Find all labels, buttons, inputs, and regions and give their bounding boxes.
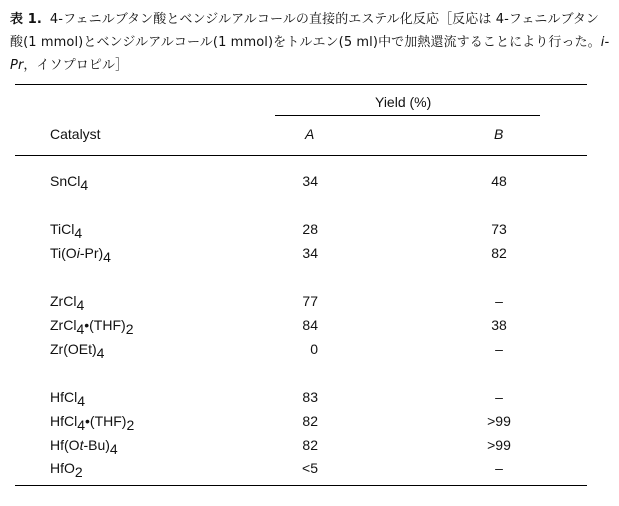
yield-b-cell: – <box>495 341 503 357</box>
yield-a-cell: 77 <box>302 293 318 309</box>
yield-b-cell: – <box>495 389 503 405</box>
yield-b-cell: >99 <box>487 413 511 429</box>
yield-b-cell: – <box>495 293 503 309</box>
catalyst-cell: $Zr(OEt)_4$ <box>50 341 105 361</box>
table-row <box>0 314 619 336</box>
table-row <box>0 170 619 192</box>
caption-abbreviation-definition: ，イソプロピル］ <box>23 58 129 73</box>
yield-a-cell: 82 <box>302 437 318 453</box>
table-row <box>0 410 619 432</box>
yield-b-cell: 38 <box>491 317 507 333</box>
yield-a-cell: 34 <box>302 245 318 261</box>
catalyst-column-header: Catalyst <box>50 126 101 142</box>
table-row <box>0 434 619 456</box>
catalyst-cell: SnCl$_4$ <box>50 173 89 193</box>
yield-group-header: Yield (%) <box>375 94 432 110</box>
catalyst-cell: $ZrCl_4•(THF)_2$ <box>50 317 134 337</box>
table-row <box>0 290 619 312</box>
catalyst-cell: $Ti(Oi-Pr)_4$ <box>50 245 111 265</box>
yield-b-cell: – <box>495 460 503 476</box>
table-row <box>0 242 619 264</box>
catalyst-cell: $HfCl_4•(THF)_2$ <box>50 413 135 433</box>
table-caption <box>10 8 610 77</box>
yield-b-cell: 73 <box>491 221 507 237</box>
catalyst-cell: HfO$_2$ <box>50 460 83 480</box>
yield-a-cell: 83 <box>302 389 318 405</box>
catalyst-cell: $Hf(Ot-Bu)_4$ <box>50 437 118 457</box>
yield-a-cell: 82 <box>302 413 318 429</box>
column-a-header: A <box>305 126 315 142</box>
yield-b-cell: 82 <box>491 245 507 261</box>
yield-a-cell: 34 <box>302 173 318 189</box>
yield-b-cell: >99 <box>487 437 511 453</box>
table-row <box>0 338 619 360</box>
table-row <box>0 386 619 408</box>
yield-a-cell: 84 <box>302 317 318 333</box>
caption-abbreviation: i-Pr <box>10 35 610 73</box>
caption-label: 表 1. <box>10 12 42 27</box>
yield-a-cell: 28 <box>302 221 318 237</box>
table-row <box>0 457 619 479</box>
catalyst-cell: TiCl$_4$ <box>50 221 83 241</box>
top-rule <box>15 84 587 85</box>
column-b-header: B <box>494 126 504 142</box>
header-rule <box>15 155 587 156</box>
catalyst-cell: HfCl$_4$ <box>50 389 86 409</box>
catalyst-cell: ZrCl$_4$ <box>50 293 85 313</box>
table-row <box>0 218 619 240</box>
yield-a-cell: 0 <box>310 341 318 357</box>
yield-b-cell: 48 <box>491 173 507 189</box>
yield-a-cell: <5 <box>302 460 318 476</box>
caption-text: 4-フェニルブタン酸とベンジルアルコールの直接的エステル化反応［反応は 4-フェニルブタン酸(1 mmol)とベンジルアルコール(1 mmol)をトルエン(5 ml)中で加熱還流することにより行った。 <box>10 12 601 50</box>
bottom-rule <box>15 485 587 486</box>
yield-group-underline <box>275 115 540 116</box>
